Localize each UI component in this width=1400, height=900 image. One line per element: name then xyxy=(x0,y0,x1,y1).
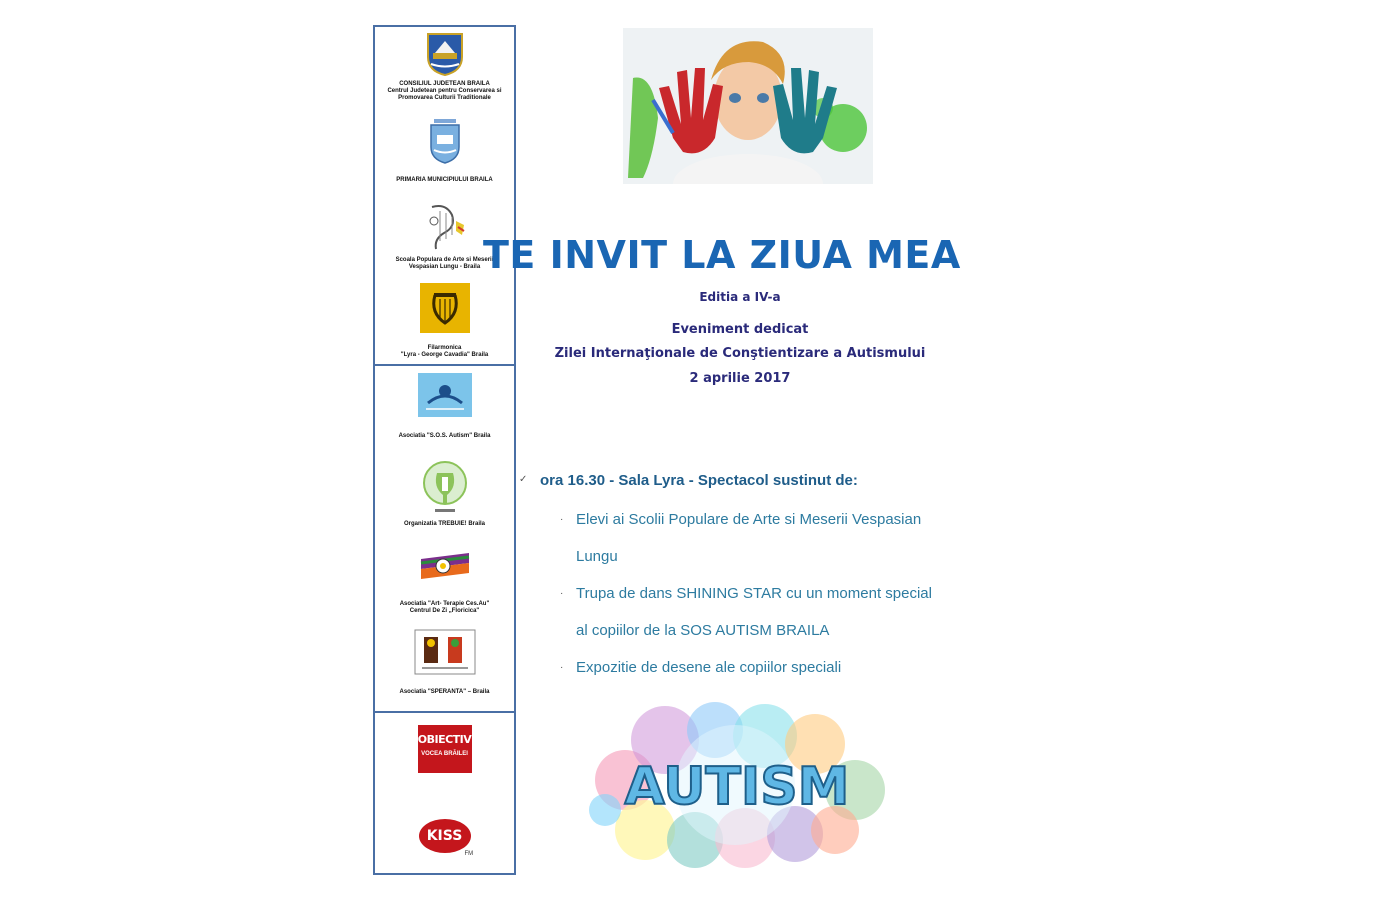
sidebar-divider xyxy=(375,711,514,713)
sos-autism-logo-icon xyxy=(418,373,472,417)
county-coat-of-arms-icon xyxy=(425,31,465,77)
child-painted-hands-photo xyxy=(623,28,873,184)
sponsor-obiectiv xyxy=(375,725,514,773)
event-headline: TE INVIT LA ZIUA MEA xyxy=(483,233,961,277)
event-day-name: Zilei Internaţionale de Conştientizare a Autismului xyxy=(554,346,926,361)
sponsor-sos-autism xyxy=(375,373,514,440)
bullet-dot-icon: · xyxy=(560,662,564,673)
sponsor-caption: Scoala Populara de Arte si Meserii Vespasian Lungu - Braila xyxy=(395,257,494,270)
sidebar-divider xyxy=(375,364,514,366)
sponsor-city-hall xyxy=(375,117,514,184)
speranta-logo-icon xyxy=(414,629,476,675)
sponsor-caption: CONSILIUL JUDETEAN BRAILA Centrul Judetean pentru Conservarea si Promovarea Culturii Traditionale xyxy=(387,81,502,101)
city-coat-of-arms-icon xyxy=(428,117,462,165)
sponsor-speranta xyxy=(375,629,514,696)
bullet-dot-icon: · xyxy=(560,514,564,525)
sponsor-sidebar xyxy=(373,25,516,875)
event-date: 2 aprilie 2017 xyxy=(689,371,791,386)
objectiv-logo-text: OBIECTIV xyxy=(417,733,472,746)
autism-bubbles-image xyxy=(585,700,890,870)
program-sub-item: Expozitie de desene ale copiilor speciali xyxy=(576,659,842,676)
kiss-logo-text: KISS xyxy=(426,828,463,844)
program-sub-item: Trupa de dans SHINING STAR cu un moment special xyxy=(576,585,932,602)
sponsor-art-therapy xyxy=(375,549,514,615)
objectiv-logo-icon xyxy=(418,725,472,773)
autism-word-art: AUTISM xyxy=(624,757,850,817)
objectiv-logo-subtext: VOCEA BRĂILEI xyxy=(421,751,468,757)
sponsor-philharmonic xyxy=(375,283,514,359)
child-painted-hands-image xyxy=(623,28,873,184)
lyre-logo-icon xyxy=(420,283,470,333)
kiss-fm-label: FM xyxy=(464,851,474,857)
sponsor-caption: Filarmonica "Lyra - George Cavadia" Braila xyxy=(400,345,489,358)
art-school-logo-icon xyxy=(422,201,468,253)
sponsor-county-council xyxy=(375,31,514,102)
checkmark-bullet-icon: ✓ xyxy=(519,474,528,485)
sponsor-caption: Organizatia TREBUIE! Braila xyxy=(403,521,486,527)
program-main-item: ora 16.30 - Sala Lyra - Spectacol sustinut de: xyxy=(540,472,858,489)
autism-bubbles-artwork xyxy=(585,700,890,870)
sponsor-trebuie xyxy=(375,459,514,528)
trebuie-logo-icon xyxy=(421,459,469,515)
program-sub-item: Elevi ai Scolii Populare de Arte si Meserii Vespasian xyxy=(576,511,922,528)
program-sub-item: al copiilor de la SOS AUTISM BRAILA xyxy=(576,622,830,639)
sponsor-caption: PRIMARIA MUNICIPIULUI BRAILA xyxy=(396,177,493,183)
sponsor-caption: Asociatia "S.O.S. Autism" Braila xyxy=(398,433,491,439)
sponsor-kiss-fm xyxy=(375,813,514,861)
kiss-fm-logo-icon xyxy=(417,813,473,861)
sponsor-caption: Asociatia "Art- Terapie Ces.Au" Centrul De Zi „Floricica" xyxy=(399,601,490,614)
event-dedicated-label: Eveniment dedicat xyxy=(671,322,809,337)
bullet-dot-icon: · xyxy=(560,588,564,599)
art-therapy-logo-icon xyxy=(419,549,471,585)
program-sub-item: Lungu xyxy=(576,548,618,565)
sponsor-caption: Asociatia "SPERANTA" – Braila xyxy=(399,689,490,695)
edition-label: Editia a IV-a xyxy=(699,290,781,304)
